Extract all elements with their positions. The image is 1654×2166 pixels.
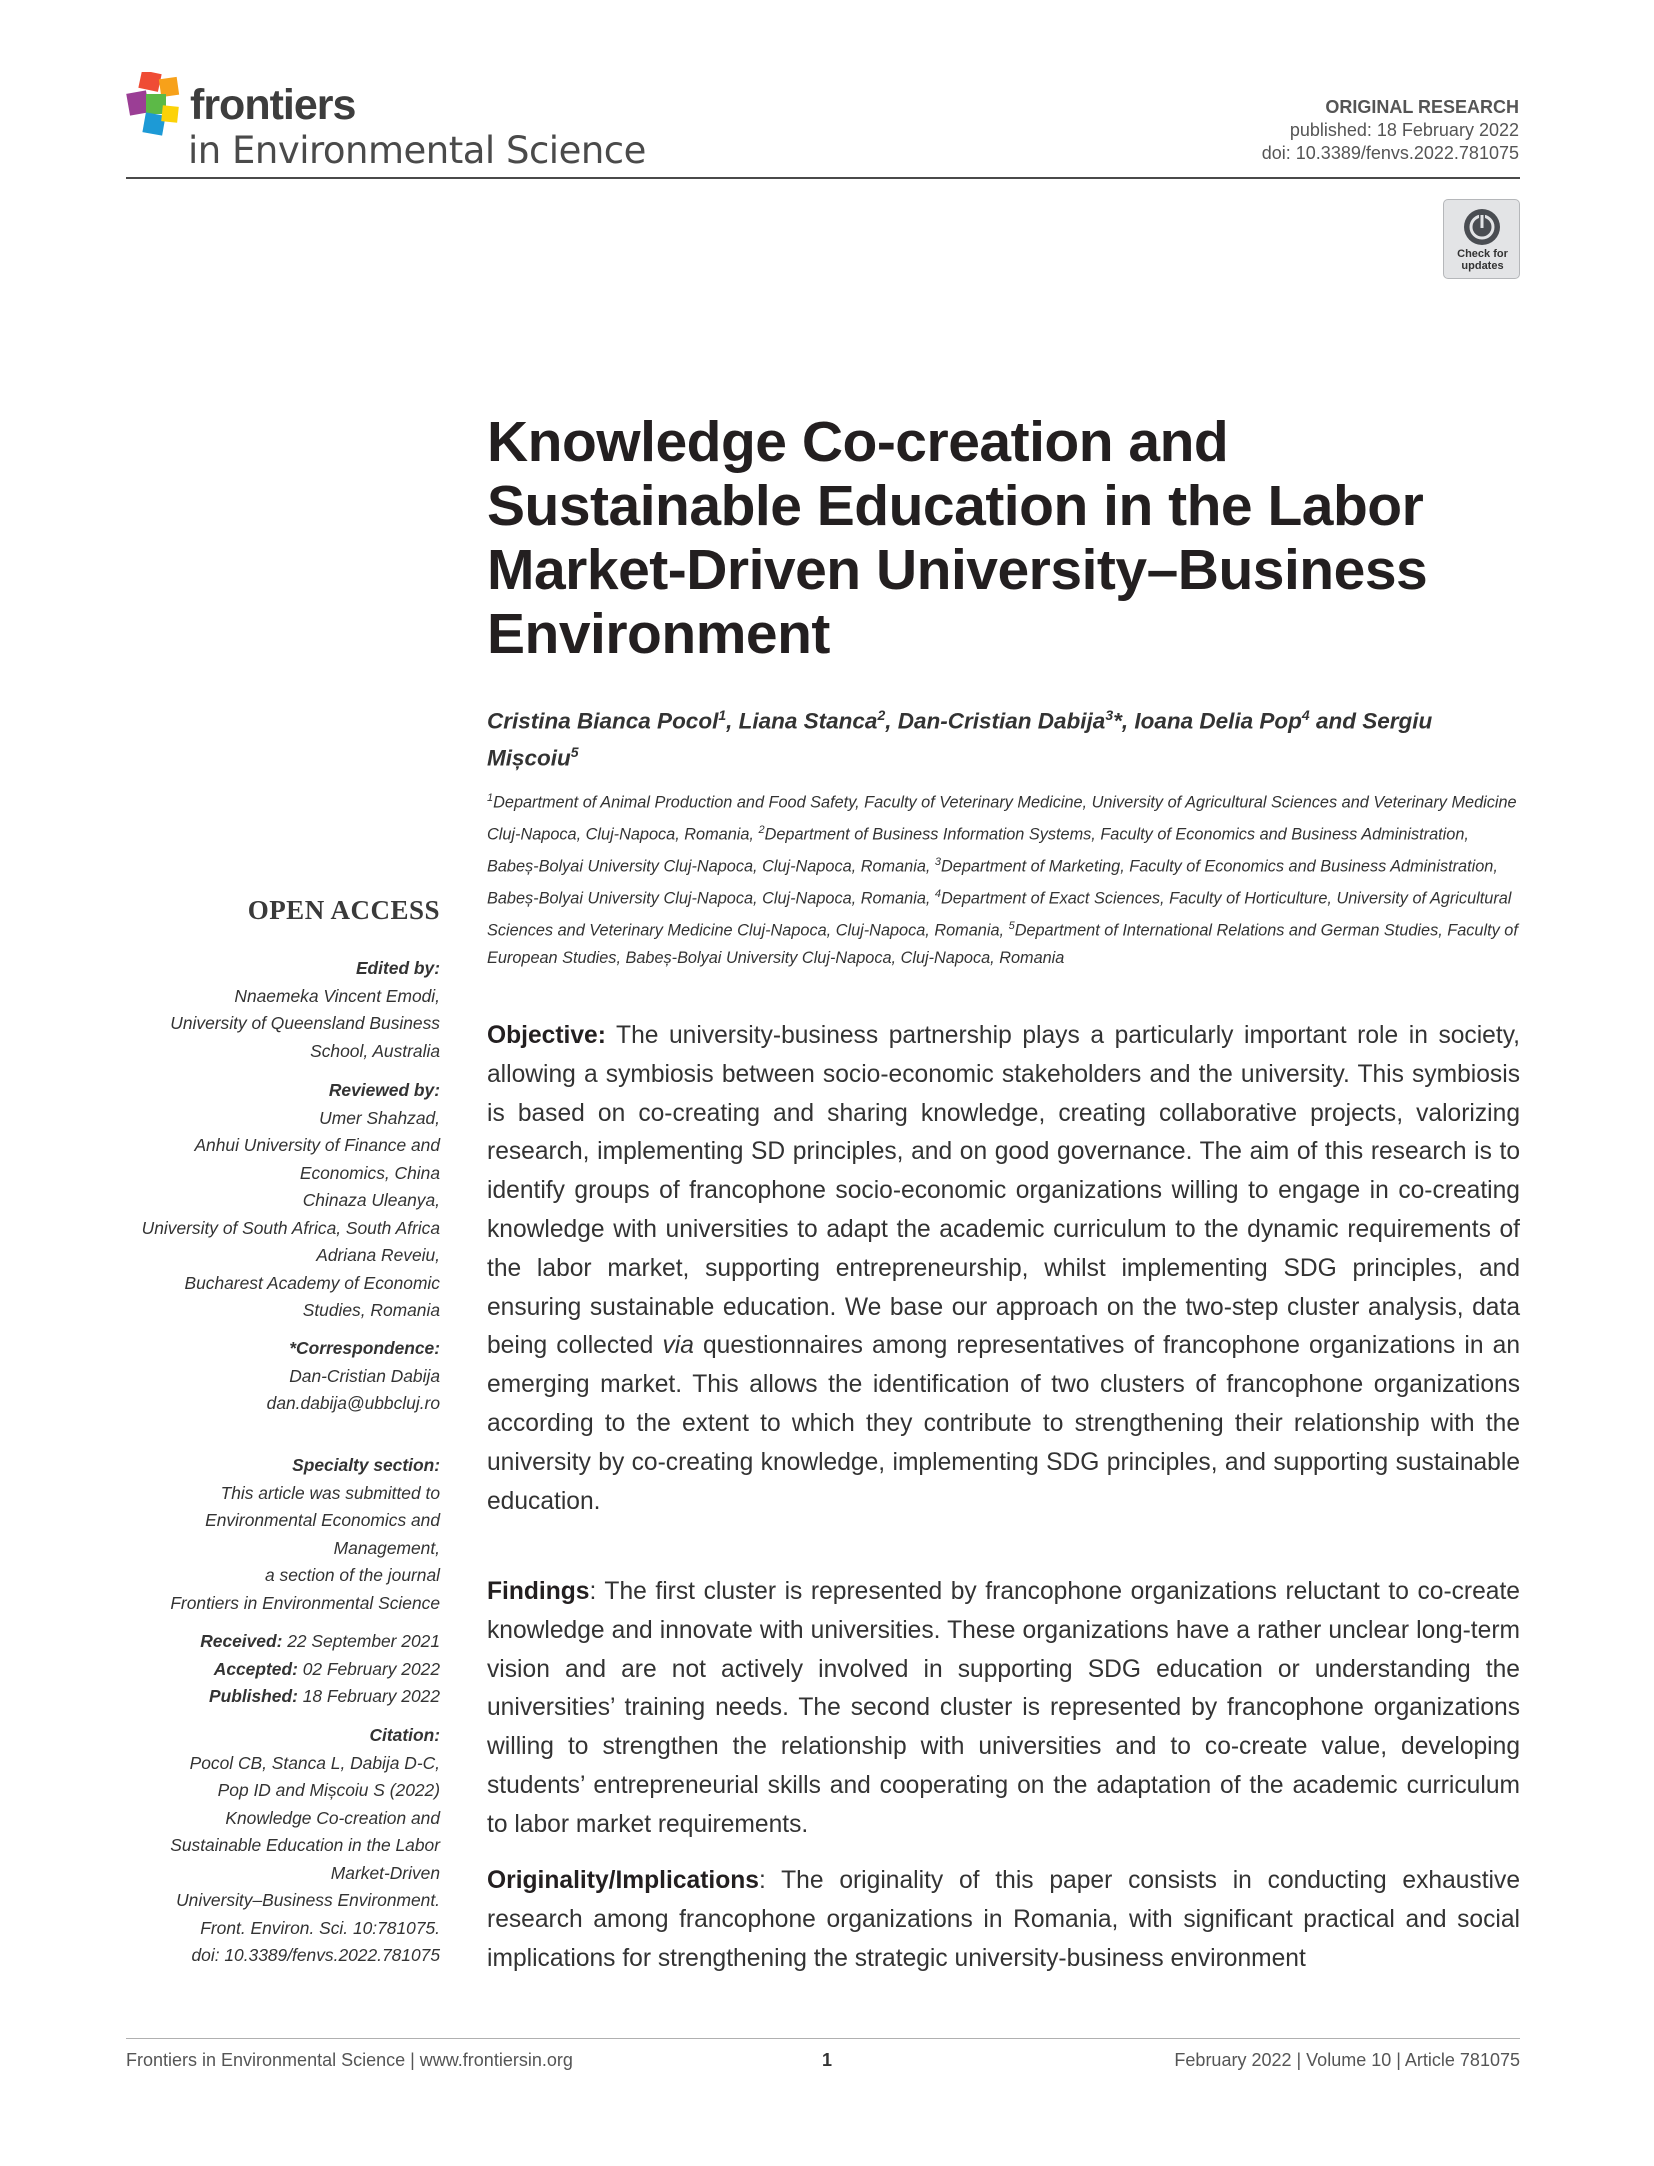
editor-line: School, Australia <box>310 1040 440 1061</box>
author-affiliation-marker: 5 <box>570 743 579 760</box>
originality-label: Originality/Implications <box>487 1867 759 1894</box>
specialty-line: This article was submitted to <box>220 1482 440 1503</box>
affiliation-marker: 5 <box>1008 919 1015 932</box>
reviewer-line: Umer Shahzad, <box>319 1107 440 1128</box>
correspondence-name: Dan-Cristian Dabija <box>289 1365 440 1386</box>
affiliation-marker: 3 <box>934 855 942 868</box>
reviewed-by-label: Reviewed by: <box>328 1080 440 1100</box>
reviewed-by-block <box>80 1077 440 1325</box>
reviewer-line: Adriana Reveiu, <box>316 1245 440 1265</box>
reviewer-line: Studies, Romania <box>302 1300 440 1320</box>
author-separator: *, <box>1113 708 1135 734</box>
objective-text: The university-business partnership plays a particularly important role in society, allowing a symbiosis between socio-economic stakeholders and the university. This symbiosis is based on co-creating and sharing knowledge, creating collaborative projects, valorizing research, implementing SD principles, and on good governance. The aim of this research is to identify groups of francophone socio-economic organizations willing to engage in co-creating knowledge with universities to adapt the academic curriculum to the dynamic requirements of the labor market, supporting entrepreneurship, whilst implementing SDG principles, and ensuring sustainable education. We base our approach on the two-step cluster analysis, data being collected <box>487 1022 1520 1360</box>
objective-text-cont: questionnaires among representatives of francophone organizations in an emerging market. This allows the identification of two clusters of francophone organizations according to the extent to which they contribute to strengthening their relationship with the university by co-creating knowledge, implementing SDG principles, and supporting sustainable education. <box>487 1332 1520 1515</box>
affiliations <box>487 785 1520 972</box>
reviewer-line: Anhui University of Finance and <box>194 1135 440 1155</box>
objective-label: Objective: <box>487 1022 606 1049</box>
edited-by-block <box>80 955 440 1065</box>
abstract-originality <box>487 1862 1520 1978</box>
editor-line: Nnaemeka Vincent Emodi, <box>234 985 440 1006</box>
affiliation-text: Department of Business Information Systems, Faculty of Economics and Business Administration, Babeș-Bolyai University Cluj-Napoca, Cluj-Napoca, Romania, <box>487 825 1469 876</box>
author-name[interactable]: Sergiu Mișcoiu <box>487 708 1433 770</box>
accepted-date <box>80 1656 440 1684</box>
author-name[interactable]: Liana Stanca <box>738 708 878 734</box>
received-date <box>80 1628 440 1656</box>
accepted-label: Accepted: <box>213 1658 298 1679</box>
citation-line: Knowledge Co-creation and <box>225 1807 440 1828</box>
specialty-section-label: Specialty section: <box>292 1455 440 1475</box>
received-value: 22 September 2021 <box>287 1631 440 1651</box>
originality-text: : The originality of this paper consists in conducting exhaustive research among francophone organizations in Romania, with significant practical and social implications for strengthening the strategic university-business environment <box>487 1867 1520 1972</box>
published-value: 18 February 2022 <box>302 1686 440 1706</box>
affiliation-text: Department of Animal Production and Food Safety, Faculty of Veterinary Medicine, University of Agricultural Sciences and Veterinary Medicine Cluj-Napoca, Cluj-Napoca, Romania, <box>487 793 1517 844</box>
affiliation-text: Department of Marketing, Faculty of Economics and Business Administration, Babeș-Bolyai University Cluj-Napoca, Cluj-Napoca, Romania, <box>487 857 1498 908</box>
received-label: Received: <box>200 1631 283 1651</box>
journal-name: frontiers <box>190 81 356 129</box>
findings-label: Findings <box>487 1578 590 1605</box>
check-for-updates-button[interactable] <box>1443 199 1520 279</box>
author-separator: , <box>885 708 898 734</box>
author-affiliation-marker: 1 <box>718 707 727 723</box>
specialty-section-block <box>80 1452 440 1617</box>
author-list <box>487 700 1527 773</box>
citation-line: Pop ID and Mișcoiu S (2022) <box>217 1780 440 1800</box>
article-type: ORIGINAL RESEARCH <box>1325 97 1519 117</box>
footer-divider <box>126 2038 1520 2039</box>
reviewer-line: Economics, China <box>299 1162 440 1183</box>
citation-line: Sustainable Education in the Labor <box>170 1835 440 1855</box>
check-updates-label: Check for updates <box>1457 248 1508 272</box>
journal-subtitle: in Environmental Science <box>188 129 646 172</box>
footer-journal-link[interactable]: Frontiers in Environmental Science | www.frontiersin.org <box>126 2050 573 2070</box>
affiliation-text: Department of Exact Sciences, Faculty of Horticulture, University of Agricultural Sciences and Veterinary Medicine Cluj-Napoca, Cluj-Napoca, Romania, <box>487 889 1512 940</box>
affiliation-marker: 2 <box>758 823 765 836</box>
correspondence-block <box>80 1335 440 1418</box>
edited-by-label: Edited by: <box>355 958 440 978</box>
article-title: Knowledge Co-creation and Sustainable Education in the Labor Market-Driven University–Business Environment <box>487 410 1428 666</box>
affiliation-marker: 4 <box>934 887 942 900</box>
author-name[interactable]: Ioana Delia Pop <box>1134 708 1302 734</box>
reviewer-line: University of South Africa, South Africa <box>141 1217 440 1238</box>
check-updates-icon <box>1462 207 1502 247</box>
open-access-label: OPEN ACCESS <box>247 895 440 925</box>
author-name[interactable]: Cristina Bianca Pocol <box>487 708 719 734</box>
affiliation-marker: 1 <box>487 792 494 804</box>
abstract-objective <box>487 1017 1520 1521</box>
author-separator: , <box>726 708 739 734</box>
author-name[interactable]: Dan-Cristian Dabija <box>897 708 1106 734</box>
article-sidebar <box>80 0 440 2166</box>
published-date: published: 18 February 2022 <box>1289 120 1519 140</box>
published-label: Published: <box>208 1686 298 1706</box>
specialty-line: Management, <box>333 1537 440 1558</box>
specialty-line: Environmental Economics and <box>205 1510 440 1530</box>
author-separator: and <box>1309 708 1363 734</box>
reviewer-line: Chinaza Uleanya, <box>302 1190 440 1210</box>
citation-line: Pocol CB, Stanca L, Dabija D-C, <box>189 1752 440 1773</box>
findings-text: : The first cluster is represented by francophone organizations reluctant to co-create knowledge and innovate with universities. These organizations have a rather unclear long-term vision and are not actively involved in supporting SDG education or understanding the universities’ training needs. The second cluster is represented by francophone organizations willing to strengthen the relationship with universities and to co-create value, developing students’ entrepreneurial skills and cooperating on the adaptation of the academic curriculum to labor market requirements. <box>487 1578 1520 1838</box>
editor-line: University of Queensland Business <box>170 1013 440 1033</box>
citation-line: Front. Environ. Sci. 10:781075. <box>200 1917 440 1938</box>
citation-block <box>80 1722 440 1970</box>
author-affiliation-marker: 3 <box>1105 707 1114 723</box>
author-affiliation-marker: 2 <box>877 707 886 723</box>
accepted-value: 02 February 2022 <box>302 1658 440 1679</box>
published-date-side <box>80 1683 440 1711</box>
correspondence-label: *Correspondence: <box>289 1338 440 1358</box>
citation-line: Market-Driven <box>330 1862 440 1883</box>
reviewer-line: Bucharest Academy of Economic <box>184 1272 440 1293</box>
affiliation-text: Department of International Relations and German Studies, Faculty of European Studies, Babeș-Bolyai University Cluj-Napoca, Cluj-Napoca, Romania <box>487 921 1518 967</box>
page-number: 1 <box>821 2050 832 2070</box>
objective-via: via <box>662 1332 694 1360</box>
footer-issue-info: February 2022 | Volume 10 | Article 781075 <box>1174 2050 1520 2070</box>
specialty-line: a section of the journal <box>265 1565 440 1585</box>
citation-doi-link[interactable]: doi: 10.3389/fenvs.2022.781075 <box>191 1945 440 1965</box>
doi-link[interactable]: doi: 10.3389/fenvs.2022.781075 <box>1261 143 1519 163</box>
citation-label: Citation: <box>369 1725 440 1745</box>
dates-block <box>80 1628 440 1711</box>
abstract-findings <box>487 1573 1520 1845</box>
citation-line: University–Business Environment. <box>176 1890 440 1910</box>
correspondence-email-link[interactable]: dan.dabija@ubbcluj.ro <box>266 1393 440 1413</box>
specialty-line: Frontiers in Environmental Science <box>170 1592 440 1613</box>
author-affiliation-marker: 4 <box>1301 707 1310 723</box>
